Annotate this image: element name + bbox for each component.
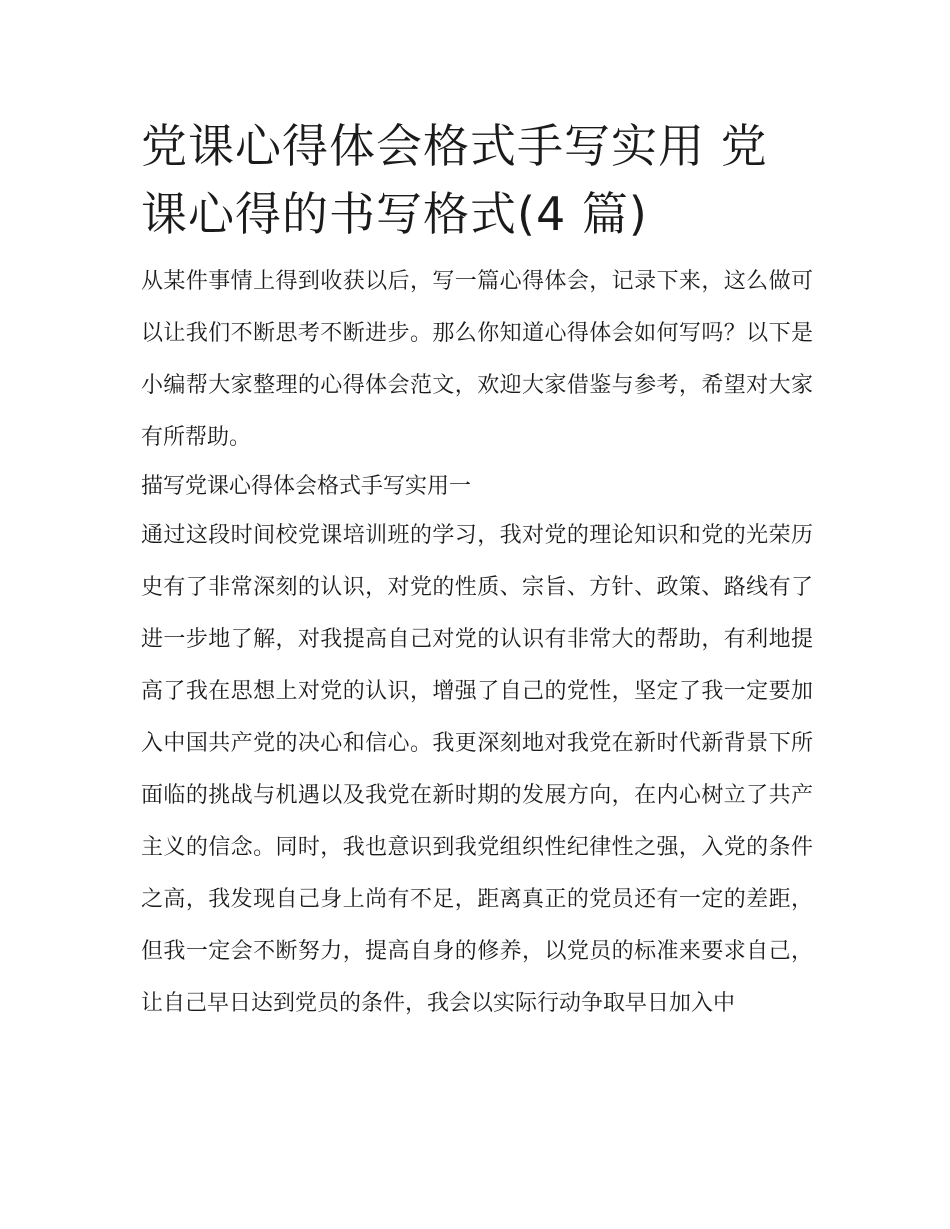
document-page <box>141 112 813 1030</box>
document-title: 党课心得体会格式手写实用 党课心得的书写格式(4 篇) <box>141 119 768 241</box>
body-paragraph: 通过这段时间校党课培训班的学习，我对党的理论知识和党的光荣历史有了非常深刻的认识，对党的性质、宗旨、方针、政策、路线有了进一步地了解，对我提高自己对党的认识有非常大的帮助，有利地提高了我在思想上对党的认识，增强了自己的党性，坚定了我一定要加入中国共产党的决心和信心。我更深刻地对我党在新时代新背景下所面临的挑战与机遇以及我党在新时期的发展方向，在内心树立了共产主义的信念。同时，我也意识到我党组织性纪律性之强，入党的条件之高，我发现自己身上尚有不足，距离真正的党员还有一定的差距，但我一定会不断努力，提高自身的修养，以党员的标准来要求自己，让自己早日达到党员的条件，我会以实际行动争取早日加入中 <box>141 523 813 1016</box>
intro-paragraph: 从某件事情上得到收获以后，写一篇心得体会，记录下来，这么做可以让我们不断思考不断进步。那么你知道心得体会如何写吗？以下是小编帮大家整理的心得体会范文，欢迎大家借鉴与参考，希望对大家有所帮助。 <box>141 269 813 450</box>
section-heading: 描写党课心得体会格式手写实用一 <box>141 474 472 499</box>
